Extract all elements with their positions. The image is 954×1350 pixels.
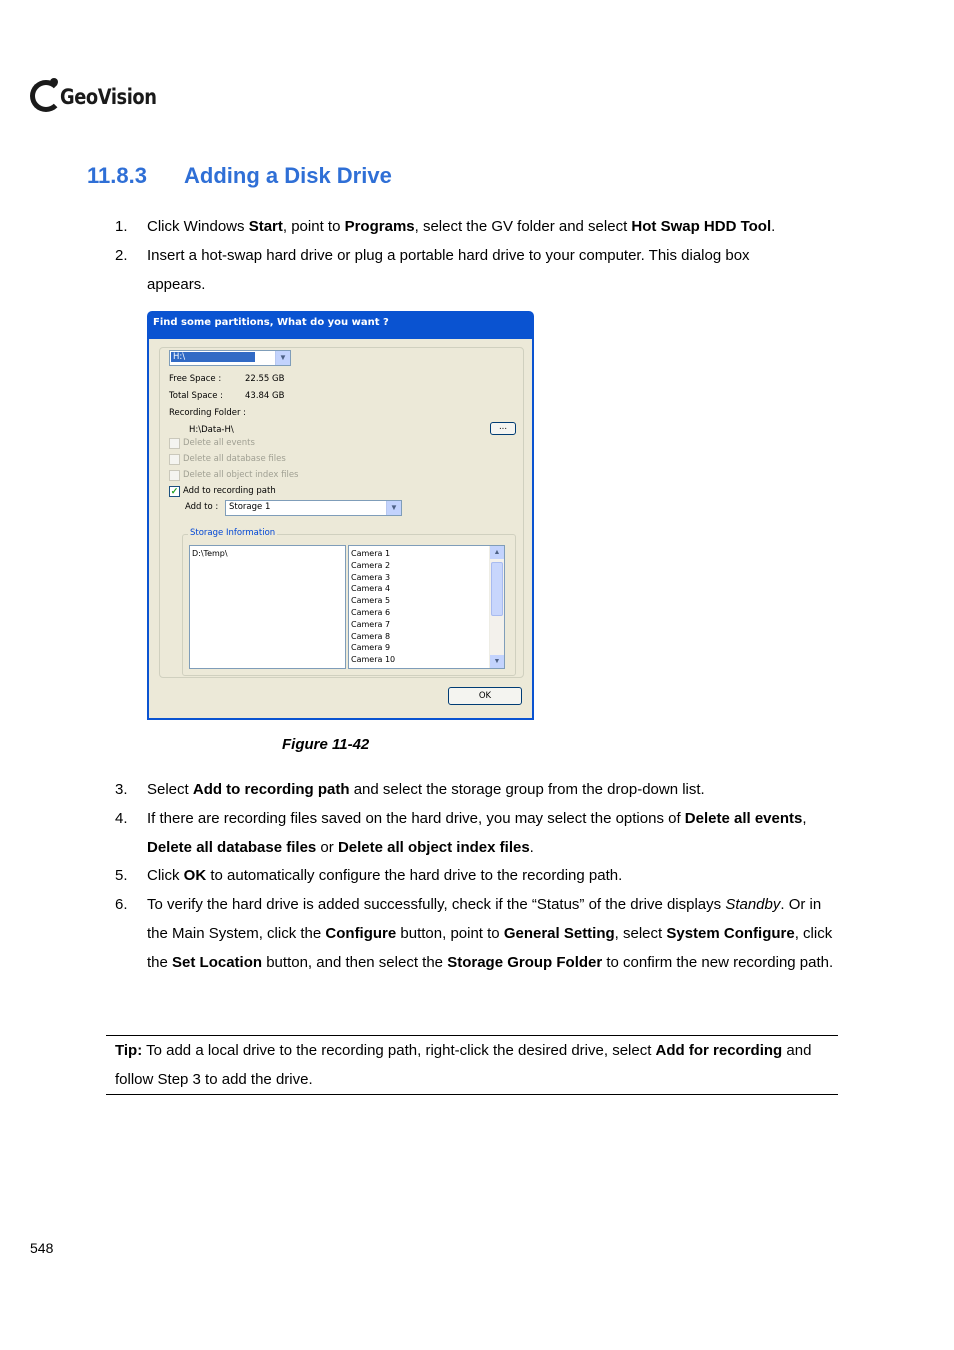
delete-all-database-checkbox[interactable] bbox=[169, 454, 180, 465]
free-space-label: Free Space : bbox=[169, 374, 222, 384]
delete-all-events-checkbox[interactable] bbox=[169, 438, 180, 449]
free-space-value: 22.55 GB bbox=[245, 374, 285, 384]
camera-list-item[interactable]: Camera 3 bbox=[351, 572, 391, 582]
text-run: Set Location bbox=[172, 954, 263, 971]
camera-items bbox=[349, 546, 504, 666]
geovision-logo bbox=[30, 72, 174, 108]
dialog-title: Find some partitions, What do you want ? bbox=[153, 317, 389, 328]
step-number: 6. bbox=[115, 896, 128, 913]
add-to-recording-path-checkbox[interactable] bbox=[169, 486, 180, 497]
text-run: . bbox=[771, 218, 776, 235]
partition-group bbox=[159, 347, 524, 678]
text-run: Click bbox=[147, 867, 184, 884]
geovision-logo-icon bbox=[30, 78, 58, 108]
scroll-down-icon[interactable]: ▼ bbox=[490, 655, 504, 668]
text-run: System Configure bbox=[666, 925, 795, 942]
camera-list-item[interactable]: Camera 9 bbox=[351, 643, 391, 653]
dialog-body bbox=[149, 339, 532, 718]
find-partitions-dialog bbox=[147, 311, 534, 720]
tip-text bbox=[115, 1036, 835, 1094]
text-run: Insert a hot-swap hard drive or plug a portable hard drive to your computer. This dialog box appears. bbox=[147, 247, 750, 293]
section-title: Adding a Disk Drive bbox=[184, 163, 392, 188]
camera-list-scrollbar[interactable] bbox=[489, 546, 504, 668]
text-run: Standby bbox=[725, 896, 781, 913]
text-run: To add a local drive to the recording path, right-click the desired drive, select bbox=[142, 1042, 656, 1059]
storage-group-select[interactable] bbox=[225, 500, 402, 516]
camera-list-item[interactable]: Camera 6 bbox=[351, 607, 391, 617]
storage-information-title: Storage Information bbox=[190, 528, 276, 538]
text-run: , select the GV folder and select bbox=[414, 218, 632, 235]
page-number: 548 bbox=[30, 1240, 54, 1256]
ok-button[interactable]: OK bbox=[448, 687, 522, 705]
storage-information-group bbox=[182, 528, 516, 676]
checkmark-icon: ✓ bbox=[170, 486, 179, 496]
text-run: and select the storage group from the drop-down list. bbox=[349, 781, 705, 798]
text-run: or bbox=[316, 839, 338, 856]
text-run: Delete all database files bbox=[147, 839, 317, 856]
add-to-recording-path-label: Add to recording path bbox=[183, 486, 276, 496]
text-run: If there are recording files saved on the hard drive, you may select the options of bbox=[147, 810, 685, 827]
step-number: 3. bbox=[115, 781, 128, 798]
drive-select-value: H:\ bbox=[171, 352, 255, 362]
chevron-down-icon[interactable]: ▼ bbox=[275, 351, 290, 365]
camera-list-item[interactable]: Camera 7 bbox=[351, 619, 391, 629]
camera-list-item[interactable]: Camera 10 bbox=[351, 655, 396, 665]
storage-path-items bbox=[190, 546, 345, 560]
step-number: 4. bbox=[115, 810, 128, 827]
step-text bbox=[147, 804, 807, 862]
text-run: to automatically configure the hard drive to the recording path. bbox=[206, 867, 623, 884]
text-run: Programs bbox=[344, 218, 415, 235]
text-run: Add to recording path bbox=[192, 781, 350, 798]
text-run: Delete all events bbox=[684, 810, 803, 827]
camera-list-item[interactable]: Camera 8 bbox=[351, 631, 391, 641]
text-run: and follow Step 3 to add the drive. bbox=[115, 1042, 812, 1088]
scrollbar-thumb[interactable] bbox=[491, 562, 503, 616]
text-run: button, point to bbox=[396, 925, 504, 942]
recording-folder-value: H:\Data-H\ bbox=[189, 425, 234, 435]
camera-list-item[interactable]: Camera 1 bbox=[351, 549, 391, 558]
storage-path-item[interactable]: D:\Temp\ bbox=[192, 549, 228, 558]
recording-folder-label: Recording Folder : bbox=[169, 408, 247, 418]
storage-path-list[interactable] bbox=[189, 545, 346, 669]
section-number: 11.8.3 bbox=[87, 163, 147, 188]
text-run: . bbox=[529, 839, 534, 856]
text-run: OK bbox=[183, 867, 207, 884]
text-run: , point to bbox=[282, 218, 345, 235]
text-run: to confirm the new recording path. bbox=[602, 954, 834, 971]
text-run: General Setting bbox=[503, 925, 615, 942]
text-run: Add for recording bbox=[655, 1042, 783, 1059]
drive-select[interactable] bbox=[169, 350, 291, 366]
step-text bbox=[147, 890, 835, 977]
text-run: , select bbox=[614, 925, 667, 942]
text-run: Select bbox=[147, 781, 193, 798]
tip-body bbox=[115, 1042, 811, 1088]
step-text bbox=[147, 212, 837, 241]
storage-group-value: Storage 1 bbox=[229, 502, 271, 512]
tip-box bbox=[106, 1035, 838, 1095]
browse-button[interactable]: ... bbox=[490, 422, 516, 435]
step-number: 1. bbox=[115, 218, 128, 235]
figure-caption: Figure 11-42 bbox=[282, 736, 370, 753]
delete-all-object-index-checkbox[interactable] bbox=[169, 470, 180, 481]
scroll-up-icon[interactable]: ▲ bbox=[490, 546, 504, 559]
logo-text: GeoVision bbox=[60, 85, 157, 109]
text-run: . Or in the Main System, click the bbox=[147, 896, 822, 942]
chevron-down-icon[interactable]: ▼ bbox=[386, 501, 401, 515]
text-run: button, and then select the bbox=[262, 954, 448, 971]
step-text bbox=[147, 861, 837, 890]
text-run: To verify the hard drive is added successfully, check if the “Status” of the drive displays bbox=[147, 896, 726, 913]
step-text bbox=[147, 241, 797, 299]
tip-label: Tip: bbox=[115, 1042, 143, 1059]
camera-list-item[interactable]: Camera 5 bbox=[351, 596, 391, 606]
delete-all-object-index-label: Delete all object index files bbox=[183, 470, 299, 480]
camera-list-item[interactable]: Camera 2 bbox=[351, 560, 391, 570]
text-run: Storage Group Folder bbox=[447, 954, 603, 971]
text-run: Delete all object index files bbox=[337, 839, 530, 856]
section-heading bbox=[87, 163, 392, 189]
total-space-label: Total Space : bbox=[169, 391, 224, 401]
text-run: Click Windows bbox=[147, 218, 249, 235]
add-to-label: Add to : bbox=[185, 502, 219, 512]
delete-all-events-label: Delete all events bbox=[183, 438, 255, 448]
camera-list-item[interactable]: Camera 4 bbox=[351, 584, 391, 594]
text-run: Configure bbox=[325, 925, 397, 942]
camera-list[interactable] bbox=[348, 545, 505, 669]
total-space-value: 43.84 GB bbox=[245, 391, 285, 401]
text-run: Hot Swap HDD Tool bbox=[631, 218, 772, 235]
text-run: , click the bbox=[147, 925, 833, 971]
text-run: , bbox=[802, 810, 807, 827]
step-number: 5. bbox=[115, 867, 128, 884]
step-number: 2. bbox=[115, 247, 128, 264]
text-run: Start bbox=[248, 218, 283, 235]
delete-all-database-label: Delete all database files bbox=[183, 454, 286, 464]
step-text bbox=[147, 775, 837, 804]
